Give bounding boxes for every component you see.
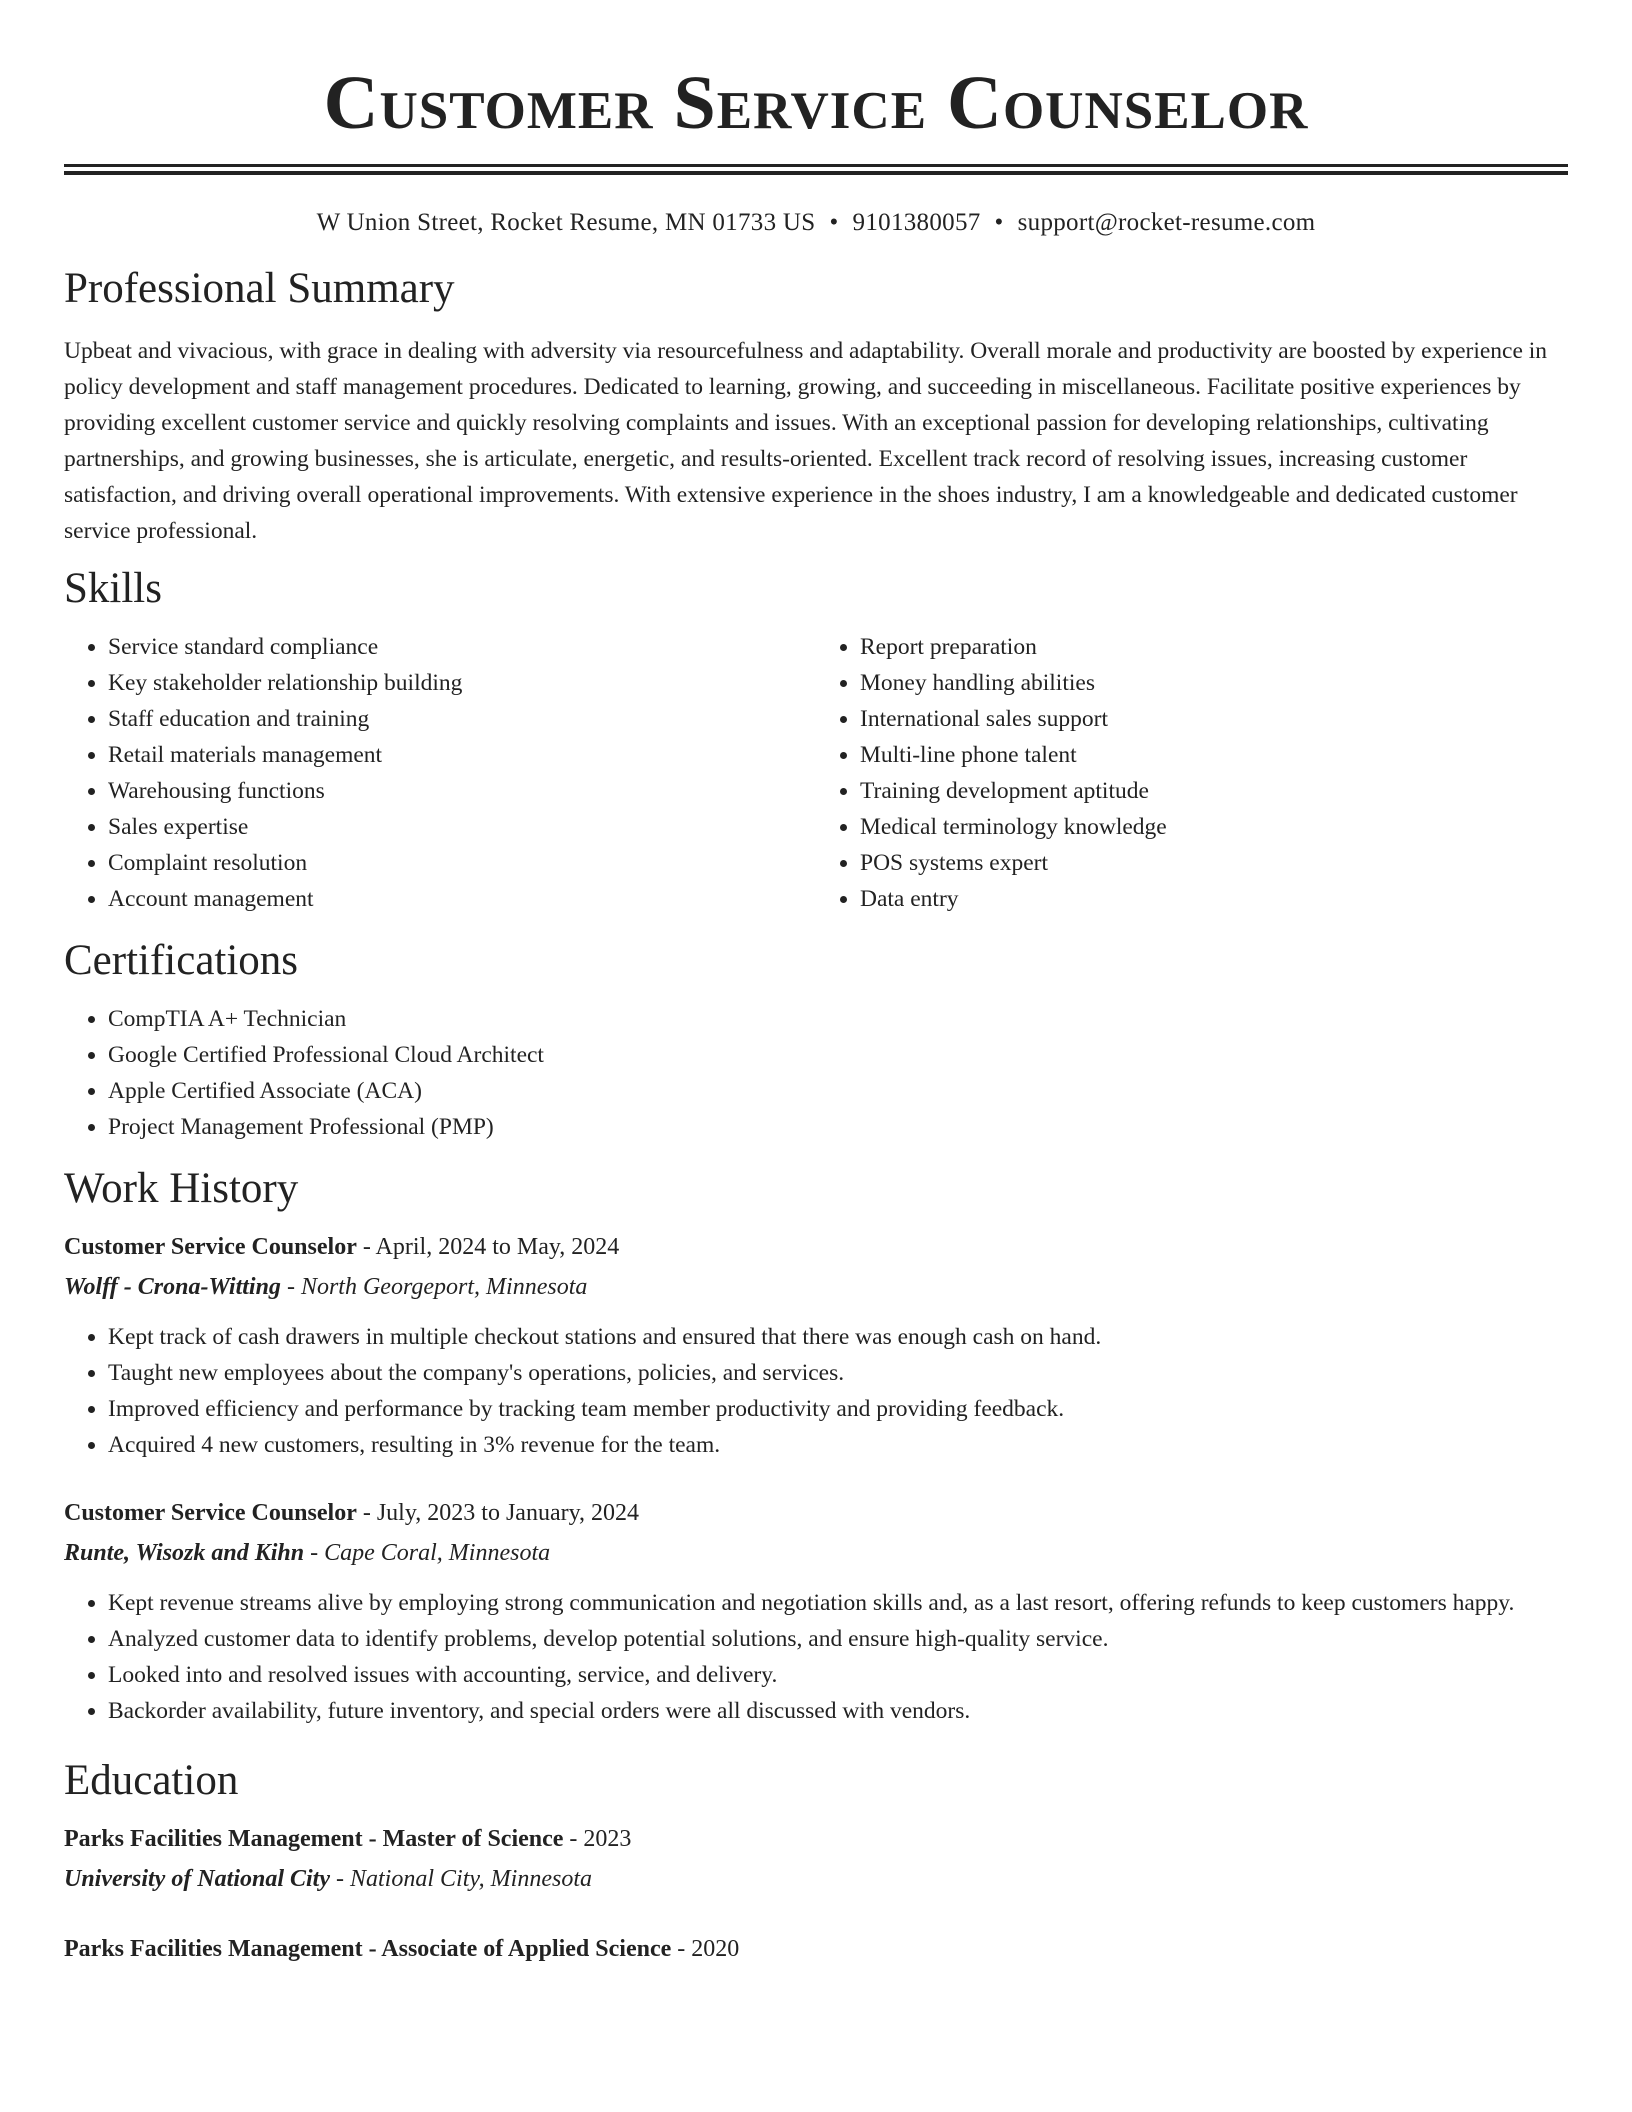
skill-item: • Retail materials management [108,737,816,773]
job-bullets [64,1319,1568,1463]
school-location: National City, Minnesota [350,1866,593,1892]
title-double-rule [64,164,1568,175]
resume-title: Customer Service Counselor [323,61,1309,145]
skill-item: • Money handling abilities [860,665,1568,701]
job-bullet: • Analyzed customer data to identify problems, develop potential solutions, and ensure high-quality service. [108,1621,1568,1657]
section-heading-education: Education [64,1757,239,1804]
skill-item: • Key stakeholder relationship building [108,665,816,701]
dash: - [677,1936,686,1962]
degree-name: Parks Facilities Management - Associate of Applied Science [64,1936,672,1962]
certification-item: • Google Certified Professional Cloud Architect [108,1037,1568,1073]
skill-item: • Sales expertise [108,809,816,845]
section-heading-summary: Professional Summary [64,265,455,312]
skill-item: • Training development aptitude [860,773,1568,809]
dash: - [569,1826,578,1852]
job-title: Customer Service Counselor [64,1234,357,1260]
job-bullet: • Kept track of cash drawers in multiple checkout stations and ensured that there was enough cash on hand. [108,1319,1568,1355]
skill-item: • Multi-line phone talent [860,737,1568,773]
degree-name: Parks Facilities Management - Master of Science [64,1826,564,1852]
skill-item: • Report preparation [860,629,1568,665]
certification-item: • Apple Certified Associate (ACA) [108,1073,1568,1109]
skills-list-left [64,629,816,917]
contact-separator: • [829,209,839,236]
skill-item: • Staff education and training [108,701,816,737]
dash: - [336,1866,344,1892]
education-entry [64,1929,1568,1969]
section-heading-work-history: Work History [64,1165,299,1212]
job-employer [64,1267,1568,1307]
contact-separator: • [994,209,1004,236]
work-entry [64,1493,1568,1729]
skills-columns [64,629,1568,917]
job-bullet: • Backorder availability, future inventory, and special orders were all discussed with vendors. [108,1693,1568,1729]
skill-item: • Complaint resolution [108,845,816,881]
section-heading-skills: Skills [64,565,162,612]
job-header [64,1227,1568,1267]
education-header [64,1819,1568,1859]
company-name: Runte, Wisozk and Kihn [64,1540,305,1566]
skill-item: • POS systems expert [860,845,1568,881]
degree-year: 2023 [583,1826,632,1852]
school-name: University of National City [64,1866,330,1892]
job-bullet: • Looked into and resolved issues with accounting, service, and delivery. [108,1657,1568,1693]
education-school [64,1859,1568,1899]
job-bullet: • Improved efficiency and performance by tracking team member productivity and providing feedback. [108,1391,1568,1427]
work-entry [64,1227,1568,1463]
contact-address: W Union Street, Rocket Resume, MN 01733 US [316,209,816,236]
job-bullet: • Kept revenue streams alive by employing strong communication and negotiation skills and, as a last resort, offering refunds to keep customers happy. [108,1585,1568,1621]
skills-list-right [816,629,1568,917]
company-location: Cape Coral, Minnesota [324,1540,551,1566]
contact-email[interactable]: support@rocket-resume.com [1017,209,1316,236]
job-employer [64,1533,1568,1573]
dash: - [286,1274,295,1300]
education-entry [64,1819,1568,1899]
dash: - [362,1500,371,1526]
skill-item: • Data entry [860,881,1568,917]
certification-item: • Project Management Professional (PMP) [108,1109,1568,1145]
skill-item: • Service standard compliance [108,629,816,665]
company-location: North Georgeport, Minnesota [300,1274,588,1300]
contact-phone[interactable]: 9101380057 [852,209,981,236]
job-bullets [64,1585,1568,1729]
degree-year: 2020 [691,1936,740,1962]
job-bullet: • Acquired 4 new customers, resulting in 3% revenue for the team. [108,1427,1568,1463]
education-header [64,1929,1568,1969]
summary-text: Upbeat and vivacious, with grace in dealing with adversity via resourcefulness and adaptability. Overall morale and productivity are boosted by experience in policy development and staff management procedures. Dedicated to learning, growing, and succeeding in miscellaneous. Facilitate positive experiences by providing excellent customer service and quickly resolving complaints and issues. With an exceptional passion for developing relationships, cultivating partnerships, and growing businesses, she is articulate, energetic, and results-oriented. Excellent track record of resolving issues, increasing customer satisfaction, and driving overall operational improvements. With extensive experience in the shoes industry, I am a knowledgeable and dedicated customer service professional. [64,338,1548,544]
company-name: Wolff - Crona-Witting [64,1274,281,1300]
job-dates: July, 2023 to January, 2024 [376,1500,640,1526]
skill-item: • International sales support [860,701,1568,737]
dash: - [310,1540,319,1566]
section-heading-certifications: Certifications [64,937,299,984]
job-title: Customer Service Counselor [64,1500,357,1526]
dash: - [362,1234,371,1260]
skill-item: • Medical terminology knowledge [860,809,1568,845]
job-bullet: • Taught new employees about the company's operations, policies, and services. [108,1355,1568,1391]
certifications-list [64,1001,1568,1145]
job-dates: April, 2024 to May, 2024 [375,1234,620,1260]
certification-item: • CompTIA A+ Technician [108,1001,1568,1037]
job-header [64,1493,1568,1533]
skill-item: • Account management [108,881,816,917]
contact-line [64,209,1568,237]
skill-item: • Warehousing functions [108,773,816,809]
